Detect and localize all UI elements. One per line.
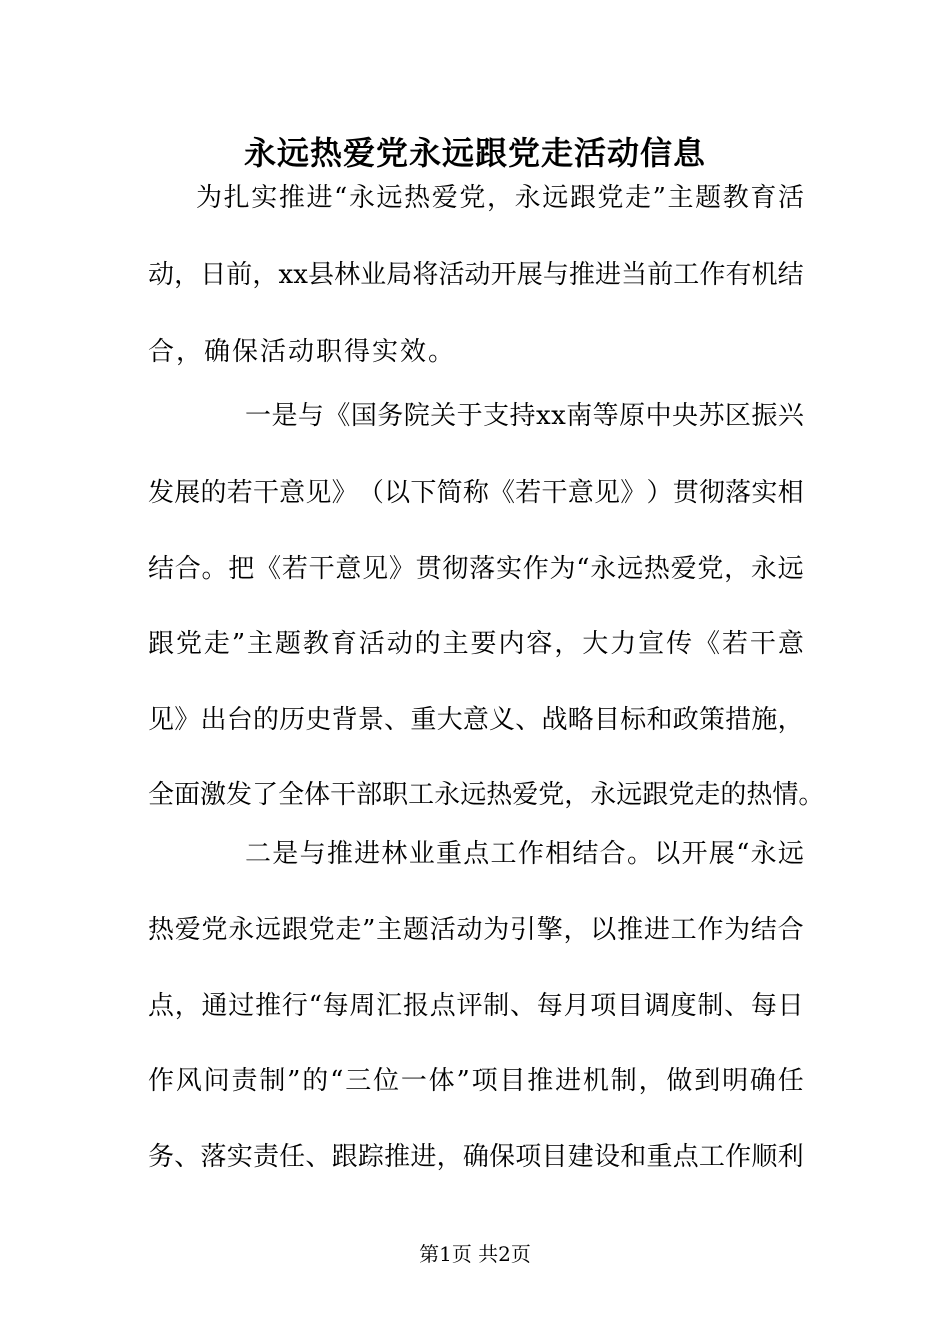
paragraph-line: 一 是 与 《 国 务 院 关 于 支 持 x x 南 等 原 中 央 苏 区 振 兴 xyxy=(245,401,804,431)
paragraph-line: 热 爱 党 永 远 跟 党 走 ” 主 题 活 动 为 引 擎 ， 以 推 进 工 作 为 结 合 xyxy=(148,915,804,945)
paragraph-line: 点 ， 通 过 推 行 “ 每 周 汇 报 点 评 制 、 每 月 项 目 调 度 制 、 每 日 xyxy=(148,991,804,1021)
paragraph-line: 务 、 落 实 责 任 、 跟 踪 推 进 ， 确 保 项 目 建 设 和 重 点 工 作 顺 利 xyxy=(148,1142,804,1172)
paragraph-line: 全 面 激 发 了 全 体 干 部 职 工 永 远 热 爱 党 ， 永 远 跟 党 走 的 热 情 。 xyxy=(148,780,825,810)
paragraph-line: 二 是 与 推 进 林 业 重 点 工 作 相 结 合 。 以 开 展 “ 永 远 xyxy=(245,839,804,869)
paragraph-line: 结 合 。 把 《 若 干 意 见 》 贯 彻 落 实 作 为 “ 永 远 热 爱 党 ， 永 远 xyxy=(148,554,804,584)
paragraph-line: 作 风 问 责 制 ” 的 “ 三 位 一 体 ” 项 目 推 进 机 制 ， 做 到 明 确 任 xyxy=(148,1066,804,1096)
paragraph-line: 发 展 的 若 干 意 见 》 （ 以 下 简 称 《 若 干 意 见 》 ） 贯 彻 落 实 相 xyxy=(148,478,804,508)
paragraph-line: 合，确保活动职得实效。 xyxy=(148,337,457,367)
paragraph-line: 见 》 出 台 的 历 史 背 景 、 重 大 意 义 、 战 略 目 标 和 政 策 措 施 ， xyxy=(148,705,804,735)
paragraph-line: 跟 党 走 ” 主 题 教 育 活 动 的 主 要 内 容 ， 大 力 宣 传 《 若 干 意 xyxy=(148,629,804,659)
paragraph-line: 为 扎 实 推 进 “ 永 远 热 爱 党 ， 永 远 跟 党 走 ” 主 题 教 育 活 xyxy=(196,183,804,213)
paragraph-line: 动 ， 日 前 ， x x 县 林 业 局 将 活 动 开 展 与 推 进 当 前 工 作 有 机 结 xyxy=(148,260,804,290)
document-title: 永远热爱党永远跟党走活动信息 xyxy=(243,134,706,172)
page-footer: 第1页 共2页 xyxy=(419,1242,531,1266)
